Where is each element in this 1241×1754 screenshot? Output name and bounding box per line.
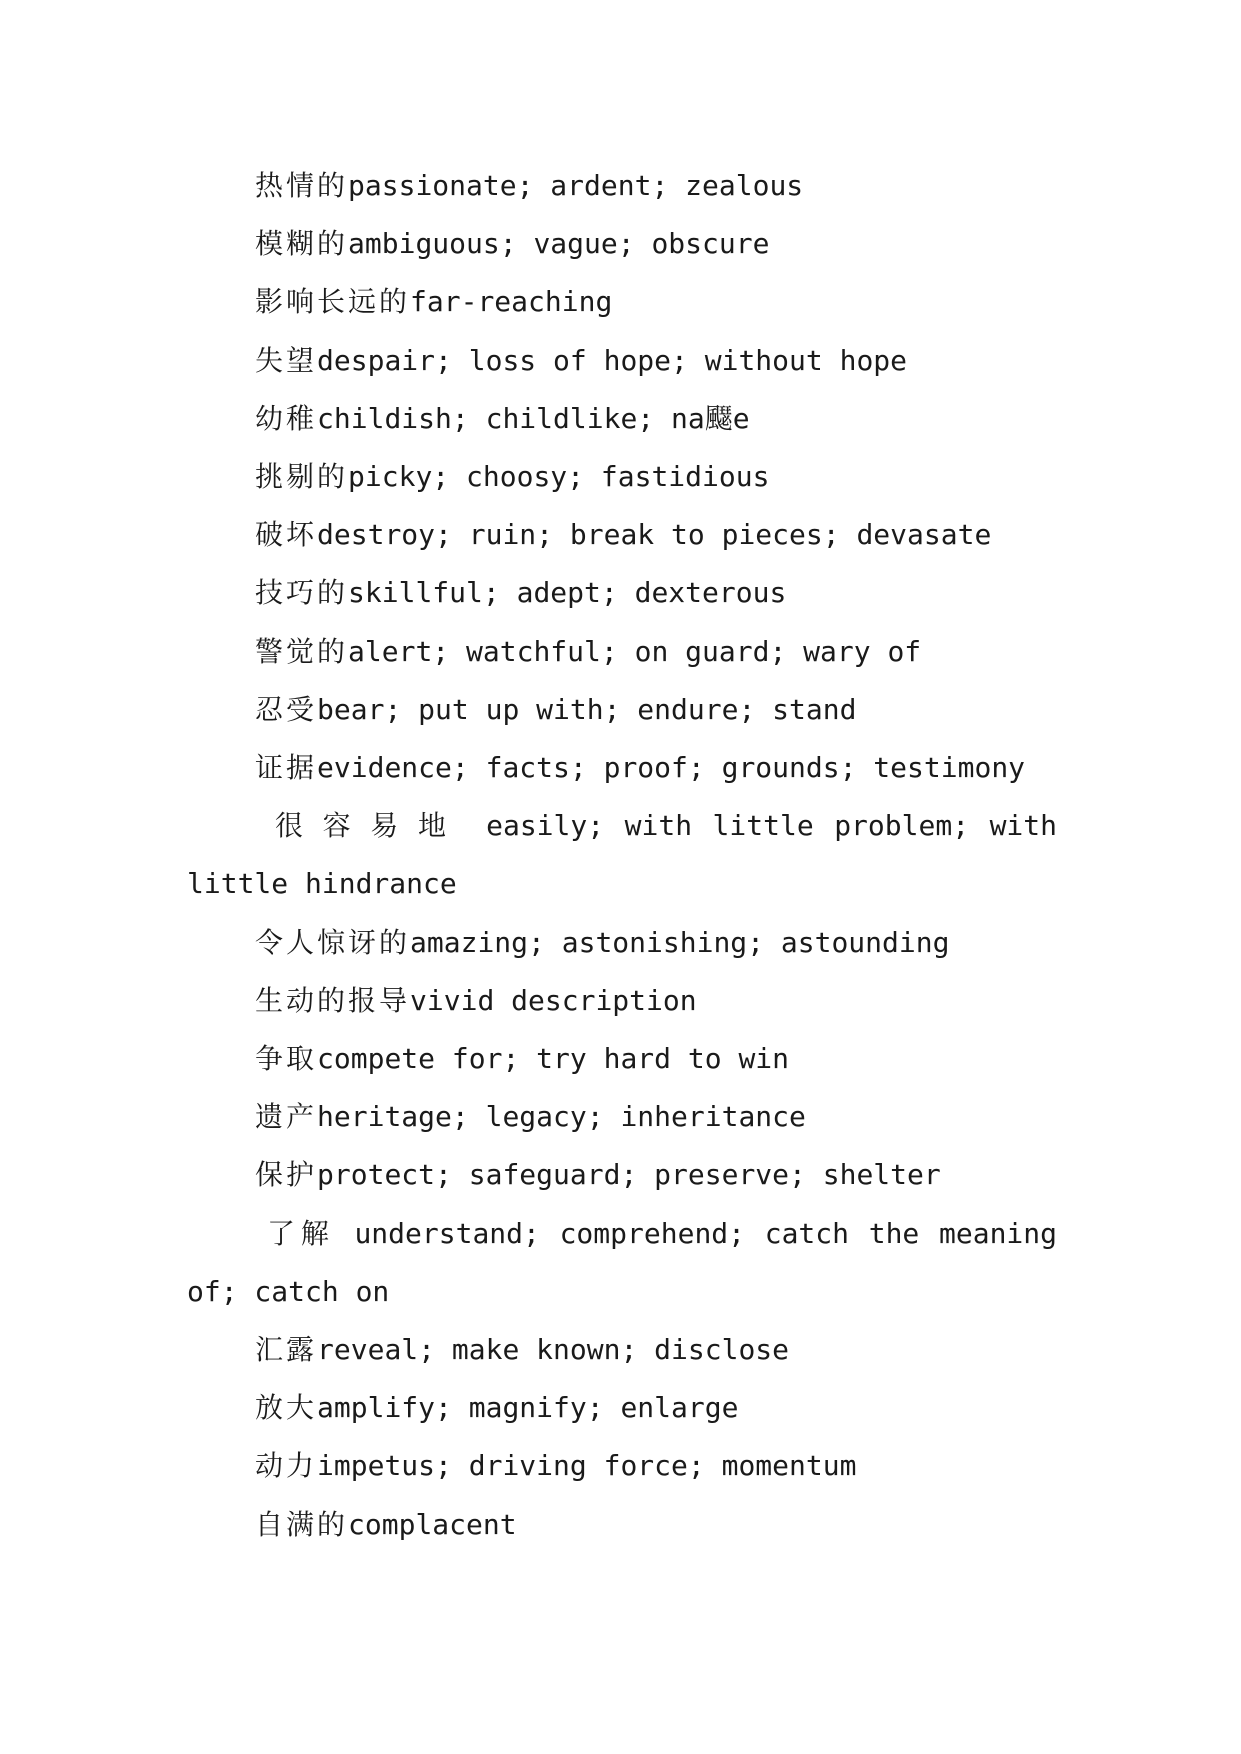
- vocab-entry: [187, 157, 1057, 215]
- vocab-entry: [187, 1496, 1057, 1554]
- english-definition: vivid description: [410, 983, 697, 1017]
- chinese-term: 很容易地: [275, 809, 466, 843]
- english-definition: complacent: [348, 1507, 517, 1541]
- chinese-term: 技巧的: [255, 576, 349, 610]
- vocab-entry: [187, 623, 1057, 681]
- english-definition: bear; put up with; endure; stand: [317, 692, 857, 726]
- chinese-term: 令人惊讶的: [255, 925, 411, 959]
- vocab-entry: [187, 681, 1057, 739]
- vocab-entry: [187, 972, 1057, 1030]
- chinese-term: 保护: [255, 1158, 318, 1192]
- english-definition: protect; safeguard; preserve; shelter: [317, 1158, 941, 1192]
- chinese-term: 汇露: [255, 1333, 318, 1367]
- english-definition: childish; childlike; na飋e: [317, 401, 750, 435]
- vocabulary-list: [187, 157, 1057, 1554]
- vocab-entry: [187, 739, 1057, 797]
- chinese-term: 放大: [255, 1391, 318, 1425]
- english-definition: amazing; astonishing; astounding: [410, 925, 950, 959]
- vocab-entry: [187, 332, 1057, 390]
- english-definition: picky; choosy; fastidious: [348, 460, 770, 494]
- english-definition: passionate; ardent; zealous: [348, 169, 804, 202]
- vocab-entry: [187, 797, 1057, 913]
- english-definition: despair; loss of hope; without hope: [317, 343, 908, 377]
- chinese-term: 失望: [255, 343, 318, 377]
- chinese-term: 争取: [255, 1042, 318, 1076]
- vocab-entry: [187, 1321, 1057, 1379]
- chinese-term: 幼稚: [255, 401, 318, 435]
- vocab-entry: [187, 506, 1057, 564]
- chinese-term: 生动的报导: [255, 983, 411, 1017]
- vocab-entry: [187, 273, 1057, 331]
- chinese-term: 破坏: [255, 518, 318, 552]
- vocab-entry: [187, 1088, 1057, 1146]
- english-definition: ambiguous; vague; obscure: [348, 227, 770, 261]
- english-definition: understand; comprehend; catch the meaning of; catch on: [187, 1216, 1058, 1308]
- vocab-entry: [187, 1146, 1057, 1204]
- chinese-term: 影响长远的: [255, 285, 411, 319]
- vocab-entry: [187, 564, 1057, 622]
- chinese-term: 挑剔的: [255, 460, 349, 494]
- chinese-term: 了解: [267, 1216, 335, 1250]
- chinese-term: 遗产: [255, 1100, 318, 1134]
- chinese-term: 热情的: [255, 169, 349, 202]
- chinese-term: 忍受: [255, 692, 318, 726]
- english-definition: compete for; try hard to win: [317, 1042, 790, 1076]
- chinese-term: 模糊的: [255, 227, 349, 261]
- english-definition: far-reaching: [410, 285, 613, 319]
- vocab-entry: [187, 448, 1057, 506]
- english-definition: heritage; legacy; inheritance: [317, 1100, 806, 1134]
- vocab-entry: [187, 1379, 1057, 1437]
- english-definition: destroy; ruin; break to pieces; devasate: [317, 518, 992, 552]
- vocab-entry: [187, 914, 1057, 972]
- vocab-entry: [187, 1437, 1057, 1495]
- english-definition: alert; watchful; on guard; wary of: [348, 634, 922, 668]
- english-definition: skillful; adept; dexterous: [348, 576, 787, 610]
- vocab-entry: [187, 1030, 1057, 1088]
- english-definition: easily; with little problem; with little hindrance: [187, 809, 1057, 901]
- chinese-term: 警觉的: [255, 634, 349, 668]
- english-definition: amplify; magnify; enlarge: [317, 1391, 739, 1425]
- chinese-term: 动力: [255, 1449, 318, 1483]
- vocab-entry: [187, 390, 1057, 448]
- english-definition: impetus; driving force; momentum: [317, 1449, 857, 1483]
- chinese-term: 证据: [255, 751, 318, 785]
- vocab-entry: [187, 1205, 1057, 1321]
- english-definition: evidence; facts; proof; grounds; testimony: [317, 751, 1026, 785]
- chinese-term: 自满的: [255, 1507, 349, 1541]
- english-definition: reveal; make known; disclose: [317, 1333, 790, 1367]
- vocab-entry: [187, 215, 1057, 273]
